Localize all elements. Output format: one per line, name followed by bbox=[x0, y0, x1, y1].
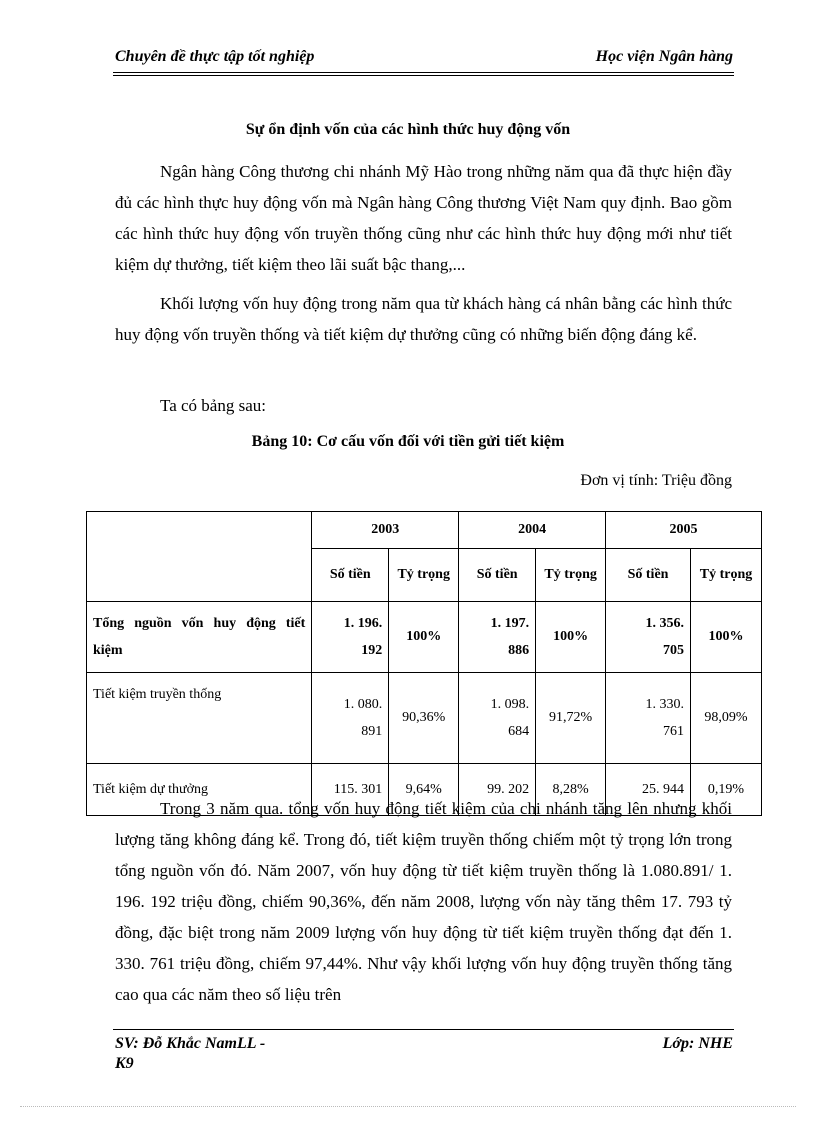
cell-share: 91,72% bbox=[536, 673, 606, 764]
cell-amount: 115. 301 bbox=[312, 764, 389, 816]
subheader-share: Tỷ trọng bbox=[389, 549, 459, 602]
paragraph-analysis: Trong 3 năm qua. tổng vốn huy động tiết kiệm của chi nhánh tăng lên nhưng khối lượng tăng không đáng kể. Trong đó, tiết kiệm truyền thống chiếm một tỷ trọng lớn trong tổng nguồn vốn đó. Năm 2007, vốn huy động từ tiết kiệm truyền thống là 1.080.891/ 1. 196. 192 triệu đồng, chiếm 90,36%, đến năm 2008, lượng vốn này tăng thêm 17. 793 tỷ đồng, đặc biệt trong năm 2009 lượng vốn huy động từ tiết kiệm truyền thống đạt đến 1. 330. 761 triệu đồng, chiếm 97,44%. Như vậy khối lượng vốn huy động truyền thống tăng cao qua các năm theo số liệu trên bbox=[115, 799, 732, 1004]
page-edge-dotted-line bbox=[20, 1106, 796, 1107]
table-unit: Đơn vị tính: Triệu đồng bbox=[580, 472, 732, 489]
table-corner-cell bbox=[87, 512, 312, 602]
year-header-2005: 2005 bbox=[606, 512, 762, 549]
cell-amount: 99. 202 bbox=[459, 764, 536, 816]
paragraph-table-lead: Ta có bảng sau: bbox=[160, 396, 266, 415]
cell-share: 100% bbox=[536, 602, 606, 673]
year-header-2004: 2004 bbox=[459, 512, 606, 549]
subheader-share: Tỷ trọng bbox=[536, 549, 606, 602]
cell-share: 98,09% bbox=[691, 673, 762, 764]
savings-structure-table bbox=[86, 511, 762, 816]
row-label-lottery: Tiết kiệm dự thưởng bbox=[87, 764, 312, 816]
table-year-header-row bbox=[87, 512, 762, 549]
cell-amount: 1. 098. 684 bbox=[459, 673, 536, 764]
subheader-amount: Số tiền bbox=[312, 549, 389, 602]
table-row-traditional bbox=[87, 673, 762, 764]
cell-amount: 1. 196. 192 bbox=[312, 602, 389, 673]
cell-amount: 1. 197. 886 bbox=[459, 602, 536, 673]
header-rule-thin bbox=[113, 75, 734, 76]
paragraph-intro: Ngân hàng Công thương chi nhánh Mỹ Hào trong những năm qua đã thực hiện đầy đủ các hình thực huy động vốn mà Ngân hàng Công thương Việt Nam quy định. Bao gồm các hình thức huy động vốn truyền thống cũng như các hình thức huy động mới như tiết kiệm dự thưởng, tiết kiệm theo lãi suất bậc thang,... bbox=[115, 162, 732, 274]
cell-share: 9,64% bbox=[389, 764, 459, 816]
subheader-amount: Số tiền bbox=[459, 549, 536, 602]
table-row-total bbox=[87, 602, 762, 673]
header-course-title: Chuyên đề thực tập tốt nghiệp bbox=[115, 48, 315, 65]
year-header-2003: 2003 bbox=[312, 512, 459, 549]
cell-amount: 1. 330. 761 bbox=[606, 673, 691, 764]
subheader-amount: Số tiền bbox=[606, 549, 691, 602]
cell-amount: 25. 944 bbox=[606, 764, 691, 816]
cell-amount: 1. 080. 891 bbox=[312, 673, 389, 764]
cell-share: 100% bbox=[691, 602, 762, 673]
subheader-share: Tỷ trọng bbox=[691, 549, 762, 602]
header-institution: Học viện Ngân hàng bbox=[595, 48, 733, 65]
section-title: Sự ổn định vốn của các hình thức huy động vốn bbox=[245, 121, 571, 138]
table-title: Bảng 10: Cơ cấu vốn đối với tiền gửi tiết kiệm bbox=[251, 433, 565, 450]
row-label-total: Tổng nguồn vốn huy động tiết kiệm bbox=[87, 602, 312, 673]
header-rule bbox=[113, 72, 734, 73]
footer-class: Lớp: NHE bbox=[662, 1035, 733, 1052]
page-header bbox=[115, 48, 733, 70]
cell-amount: 1. 356. 705 bbox=[606, 602, 691, 673]
cell-share: 90,36% bbox=[389, 673, 459, 764]
row-label-traditional: Tiết kiệm truyền thống bbox=[87, 673, 312, 764]
footer-student: SV: Đỗ Khắc NamLL - K9 bbox=[115, 1035, 266, 1072]
cell-share: 100% bbox=[389, 602, 459, 673]
paragraph-volume: Khối lượng vốn huy động trong năm qua từ khách hàng cá nhân bằng các hình thức huy động vốn truyền thống và tiết kiệm dự thưởng cũng có những biến động đáng kể. bbox=[115, 294, 732, 344]
footer-rule bbox=[113, 1029, 734, 1030]
cell-share: 8,28% bbox=[536, 764, 606, 816]
cell-share: 0,19% bbox=[691, 764, 762, 816]
